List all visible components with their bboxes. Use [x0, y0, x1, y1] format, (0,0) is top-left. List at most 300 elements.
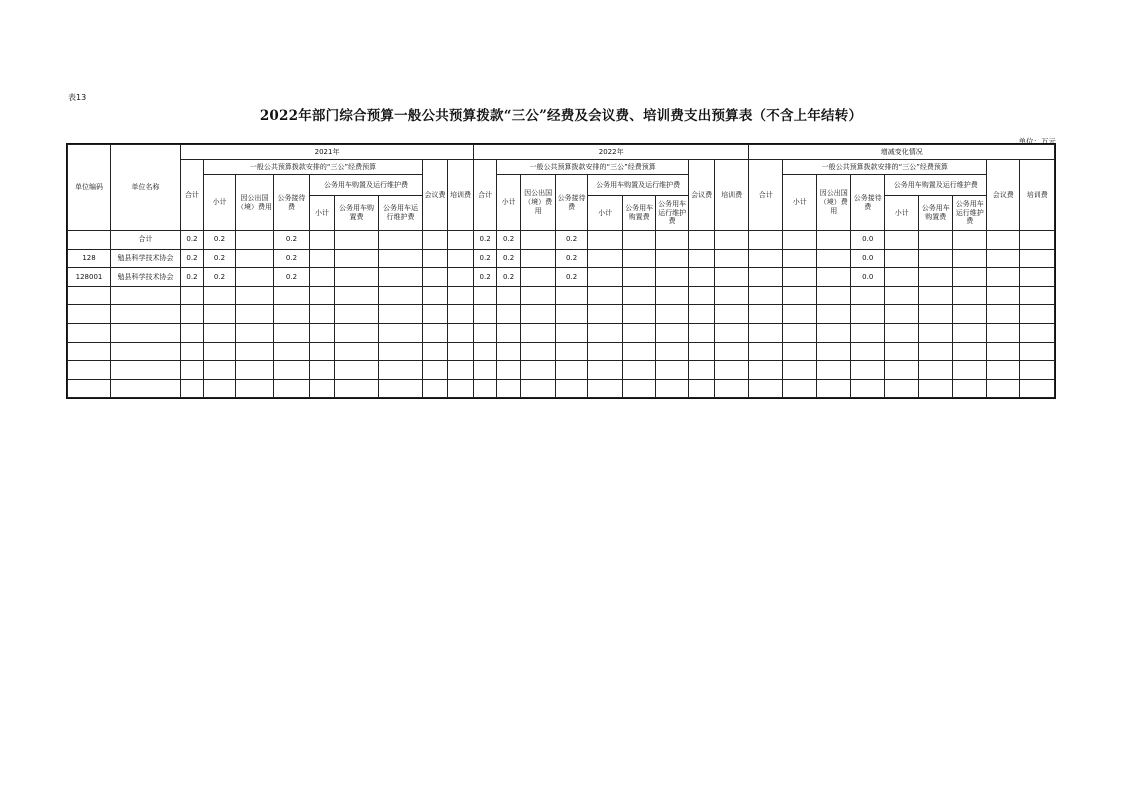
- cell-2021-vehicle-sub: [310, 231, 335, 250]
- header-vehicle-change: 公务用车购置及运行维护费: [885, 175, 987, 196]
- empty-cell: [236, 379, 274, 398]
- header-vehicle-2022: 公务用车购置及运行维护费: [588, 175, 689, 196]
- empty-cell: [689, 361, 715, 380]
- cell-change-reception: 0.0: [851, 231, 885, 250]
- empty-cell: [474, 286, 497, 305]
- empty-cell: [379, 305, 423, 324]
- header-subtotal-change: 小计: [783, 175, 817, 231]
- empty-cell: [497, 286, 521, 305]
- empty-cell: [885, 286, 919, 305]
- empty-cell: [448, 342, 474, 361]
- empty-cell: [588, 379, 623, 398]
- empty-cell: [310, 379, 335, 398]
- empty-cell: [448, 361, 474, 380]
- empty-cell: [379, 361, 423, 380]
- empty-cell: [274, 286, 310, 305]
- cell-change-meeting: [987, 268, 1020, 287]
- cell-2022-subtotal: 0.2: [497, 231, 521, 250]
- cell-2022-meeting: [689, 249, 715, 268]
- empty-cell: [423, 379, 448, 398]
- empty-cell: [953, 379, 987, 398]
- cell-2021-reception: 0.2: [274, 268, 310, 287]
- empty-cell: [656, 379, 689, 398]
- empty-cell: [521, 305, 556, 324]
- cell-2021-vehicle-buy: [335, 249, 379, 268]
- empty-cell: [68, 379, 111, 398]
- empty-cell: [817, 379, 851, 398]
- empty-cell: [588, 342, 623, 361]
- header-abroad-2021: 因公出国（境）费用: [236, 175, 274, 231]
- document-title: 2022年部门综合预算一般公共预算拨款“三公”经费及会议费、培训费支出预算表（不含上年结转）: [259, 108, 863, 124]
- cell-2022-subtotal: 0.2: [497, 249, 521, 268]
- cell-2022-training: [715, 231, 749, 250]
- empty-cell: [689, 305, 715, 324]
- empty-cell: [335, 379, 379, 398]
- cell-2022-reception: 0.2: [556, 249, 588, 268]
- cell-2021-meeting: [423, 268, 448, 287]
- header-vehicle-run-2021: 公务用车运行维护费: [379, 196, 423, 231]
- cell-2021-subtotal: 0.2: [204, 249, 236, 268]
- cell-change-abroad: [817, 249, 851, 268]
- header-vehicle-2021: 公务用车购置及运行维护费: [310, 175, 423, 196]
- empty-cell: [623, 379, 656, 398]
- cell-2021-vehicle-run: [379, 249, 423, 268]
- empty-cell: [379, 323, 423, 342]
- empty-cell: [623, 361, 656, 380]
- empty-cell: [919, 342, 953, 361]
- cell-2022-subtotal: 0.2: [497, 268, 521, 287]
- table-row-empty: [68, 342, 1055, 361]
- cell-2021-training: [448, 268, 474, 287]
- cell-change-meeting: [987, 231, 1020, 250]
- empty-cell: [715, 323, 749, 342]
- cell-2022-training: [715, 249, 749, 268]
- cell-2022-vehicle-run: [656, 268, 689, 287]
- cell-2022-vehicle-buy: [623, 231, 656, 250]
- header-2022: 2022年: [474, 145, 749, 160]
- cell-2022-total: 0.2: [474, 249, 497, 268]
- cell-change-total: [749, 249, 783, 268]
- empty-cell: [181, 305, 204, 324]
- empty-cell: [749, 342, 783, 361]
- cell-change-vehicle-buy: [919, 249, 953, 268]
- header-vehicle-sub-2022: 小计: [588, 196, 623, 231]
- cell-change-vehicle-sub: [885, 231, 919, 250]
- cell-unit-name: 勉县科学技术协会: [111, 268, 181, 287]
- empty-cell: [111, 361, 181, 380]
- empty-cell: [236, 361, 274, 380]
- empty-cell: [448, 323, 474, 342]
- empty-cell: [556, 361, 588, 380]
- empty-cell: [310, 361, 335, 380]
- cell-2022-vehicle-buy: [623, 268, 656, 287]
- empty-cell: [497, 305, 521, 324]
- table-row-empty: [68, 323, 1055, 342]
- cell-change-reception: 0.0: [851, 268, 885, 287]
- empty-cell: [817, 342, 851, 361]
- empty-cell: [379, 342, 423, 361]
- empty-cell: [715, 305, 749, 324]
- header-training-2021: 培训费: [448, 160, 474, 231]
- empty-cell: [1020, 305, 1055, 324]
- cell-2021-training: [448, 249, 474, 268]
- cell-change-vehicle-run: [953, 231, 987, 250]
- empty-cell: [310, 342, 335, 361]
- empty-cell: [448, 379, 474, 398]
- header-three-public-2022: 一般公共预算拨款安排的“三公”经费预算: [497, 160, 689, 175]
- empty-cell: [689, 286, 715, 305]
- empty-cell: [987, 342, 1020, 361]
- empty-cell: [689, 379, 715, 398]
- header-total-2021: 合计: [181, 160, 204, 231]
- cell-2021-abroad: [236, 249, 274, 268]
- empty-cell: [274, 342, 310, 361]
- cell-2021-reception: 0.2: [274, 231, 310, 250]
- empty-cell: [448, 286, 474, 305]
- empty-cell: [423, 286, 448, 305]
- empty-cell: [715, 286, 749, 305]
- empty-cell: [68, 286, 111, 305]
- cell-unit-name: 合计: [111, 231, 181, 250]
- cell-2021-vehicle-sub: [310, 268, 335, 287]
- cell-2022-abroad: [521, 268, 556, 287]
- empty-cell: [919, 323, 953, 342]
- header-vehicle-buy-change: 公务用车购置费: [919, 196, 953, 231]
- empty-cell: [783, 361, 817, 380]
- empty-cell: [423, 323, 448, 342]
- empty-cell: [335, 305, 379, 324]
- header-training-2022: 培训费: [715, 160, 749, 231]
- empty-cell: [953, 323, 987, 342]
- cell-change-subtotal: [783, 249, 817, 268]
- cell-change-subtotal: [783, 268, 817, 287]
- cell-2022-meeting: [689, 231, 715, 250]
- empty-cell: [423, 342, 448, 361]
- cell-change-meeting: [987, 249, 1020, 268]
- table-row: [68, 249, 1055, 268]
- empty-cell: [556, 305, 588, 324]
- empty-cell: [953, 342, 987, 361]
- empty-cell: [310, 323, 335, 342]
- empty-cell: [521, 286, 556, 305]
- empty-cell: [521, 379, 556, 398]
- cell-2022-vehicle-sub: [588, 249, 623, 268]
- header-meeting-change: 会议费: [987, 160, 1020, 231]
- cell-change-subtotal: [783, 231, 817, 250]
- empty-cell: [335, 361, 379, 380]
- empty-cell: [474, 305, 497, 324]
- empty-cell: [783, 286, 817, 305]
- cell-2022-vehicle-sub: [588, 268, 623, 287]
- cell-2021-meeting: [423, 249, 448, 268]
- empty-cell: [919, 379, 953, 398]
- header-row-years: [68, 145, 1055, 160]
- cell-2022-total: 0.2: [474, 231, 497, 250]
- empty-cell: [885, 379, 919, 398]
- empty-cell: [987, 305, 1020, 324]
- empty-cell: [783, 342, 817, 361]
- empty-cell: [851, 323, 885, 342]
- empty-cell: [335, 342, 379, 361]
- cell-2022-vehicle-sub: [588, 231, 623, 250]
- empty-cell: [474, 323, 497, 342]
- empty-cell: [588, 323, 623, 342]
- header-unit-name: 单位名称: [111, 145, 181, 231]
- cell-2022-reception: 0.2: [556, 268, 588, 287]
- empty-cell: [68, 361, 111, 380]
- cell-change-vehicle-run: [953, 249, 987, 268]
- header-reception-change: 公务接待费: [851, 175, 885, 231]
- cell-unit-code: 128001: [68, 268, 111, 287]
- header-vehicle-buy-2022: 公务用车购置费: [623, 196, 656, 231]
- unit-label: 单位：万元: [1018, 137, 1056, 146]
- empty-cell: [817, 361, 851, 380]
- cell-change-abroad: [817, 268, 851, 287]
- empty-cell: [953, 286, 987, 305]
- cell-2022-total: 0.2: [474, 268, 497, 287]
- empty-cell: [623, 323, 656, 342]
- empty-cell: [111, 379, 181, 398]
- empty-cell: [423, 361, 448, 380]
- empty-cell: [885, 323, 919, 342]
- empty-cell: [987, 323, 1020, 342]
- empty-cell: [236, 286, 274, 305]
- empty-cell: [204, 305, 236, 324]
- header-vehicle-buy-2021: 公务用车购置费: [335, 196, 379, 231]
- empty-cell: [274, 323, 310, 342]
- cell-2022-reception: 0.2: [556, 231, 588, 250]
- header-reception-2022: 公务接待费: [556, 175, 588, 231]
- empty-cell: [556, 379, 588, 398]
- table-row: [68, 268, 1055, 287]
- header-row-categories: [68, 175, 1055, 196]
- empty-cell: [783, 323, 817, 342]
- empty-cell: [588, 305, 623, 324]
- empty-cell: [919, 305, 953, 324]
- table-row-empty: [68, 286, 1055, 305]
- empty-cell: [1020, 323, 1055, 342]
- cell-change-vehicle-sub: [885, 268, 919, 287]
- empty-cell: [656, 342, 689, 361]
- header-vehicle-run-change: 公务用车运行维护费: [953, 196, 987, 231]
- empty-cell: [335, 323, 379, 342]
- empty-cell: [474, 379, 497, 398]
- cell-change-training: [1020, 268, 1055, 287]
- cell-unit-name: 勉县科学技术协会: [111, 249, 181, 268]
- empty-cell: [310, 305, 335, 324]
- header-vehicle-run-2022: 公务用车运行维护费: [656, 196, 689, 231]
- empty-cell: [181, 286, 204, 305]
- empty-cell: [111, 323, 181, 342]
- cell-2022-training: [715, 268, 749, 287]
- empty-cell: [497, 323, 521, 342]
- empty-cell: [497, 361, 521, 380]
- empty-cell: [423, 305, 448, 324]
- empty-cell: [885, 361, 919, 380]
- cell-2021-subtotal: 0.2: [204, 231, 236, 250]
- empty-cell: [885, 342, 919, 361]
- empty-cell: [521, 342, 556, 361]
- empty-cell: [68, 323, 111, 342]
- header-abroad-change: 因公出国（境）费用: [817, 175, 851, 231]
- cell-2021-abroad: [236, 268, 274, 287]
- empty-cell: [783, 305, 817, 324]
- empty-cell: [497, 379, 521, 398]
- empty-cell: [885, 305, 919, 324]
- empty-cell: [556, 286, 588, 305]
- header-vehicle-sub-change: 小计: [885, 196, 919, 231]
- empty-cell: [181, 342, 204, 361]
- empty-cell: [204, 379, 236, 398]
- cell-change-abroad: [817, 231, 851, 250]
- cell-2021-vehicle-run: [379, 268, 423, 287]
- empty-cell: [556, 342, 588, 361]
- cell-2022-abroad: [521, 249, 556, 268]
- empty-cell: [474, 361, 497, 380]
- empty-cell: [204, 361, 236, 380]
- cell-2022-meeting: [689, 268, 715, 287]
- empty-cell: [851, 286, 885, 305]
- header-three-public-change: 一般公共预算拨款安排的“三公”经费预算: [783, 160, 987, 175]
- header-vehicle-sub-2021: 小计: [310, 196, 335, 231]
- cell-change-training: [1020, 231, 1055, 250]
- cell-change-vehicle-buy: [919, 268, 953, 287]
- cell-change-total: [749, 268, 783, 287]
- header-three-public-2021: 一般公共预算拨款安排的“三公”经费预算: [204, 160, 423, 175]
- table-row: [68, 231, 1055, 250]
- empty-cell: [274, 361, 310, 380]
- empty-cell: [987, 379, 1020, 398]
- header-total-change: 合计: [749, 160, 783, 231]
- cell-2021-training: [448, 231, 474, 250]
- cell-change-training: [1020, 249, 1055, 268]
- empty-cell: [783, 379, 817, 398]
- cell-change-reception: 0.0: [851, 249, 885, 268]
- empty-cell: [497, 342, 521, 361]
- cell-2022-abroad: [521, 231, 556, 250]
- empty-cell: [204, 286, 236, 305]
- cell-2021-vehicle-run: [379, 231, 423, 250]
- empty-cell: [236, 323, 274, 342]
- empty-cell: [111, 286, 181, 305]
- cell-2021-vehicle-buy: [335, 231, 379, 250]
- header-row-three-public: [68, 160, 1055, 175]
- header-subtotal-2021: 小计: [204, 175, 236, 231]
- cell-unit-code: 128: [68, 249, 111, 268]
- empty-cell: [817, 286, 851, 305]
- table-row-empty: [68, 379, 1055, 398]
- cell-2021-abroad: [236, 231, 274, 250]
- empty-cell: [749, 305, 783, 324]
- header-change: 增减变化情况: [749, 145, 1055, 160]
- empty-cell: [521, 361, 556, 380]
- empty-cell: [749, 323, 783, 342]
- empty-cell: [817, 323, 851, 342]
- empty-cell: [749, 361, 783, 380]
- header-abroad-2022: 因公出国（境）费用: [521, 175, 556, 231]
- empty-cell: [310, 286, 335, 305]
- empty-cell: [588, 361, 623, 380]
- empty-cell: [953, 305, 987, 324]
- empty-cell: [335, 286, 379, 305]
- header-reception-2021: 公务接待费: [274, 175, 310, 231]
- header-training-change: 培训费: [1020, 160, 1055, 231]
- empty-cell: [715, 342, 749, 361]
- empty-cell: [919, 286, 953, 305]
- empty-cell: [987, 361, 1020, 380]
- cell-2022-vehicle-run: [656, 231, 689, 250]
- empty-cell: [588, 286, 623, 305]
- header-meeting-2022: 会议费: [689, 160, 715, 231]
- empty-cell: [623, 342, 656, 361]
- empty-cell: [817, 305, 851, 324]
- cell-change-vehicle-run: [953, 268, 987, 287]
- empty-cell: [274, 305, 310, 324]
- table-row-empty: [68, 361, 1055, 380]
- table-row-empty: [68, 305, 1055, 324]
- table-body: [68, 231, 1055, 398]
- empty-cell: [656, 323, 689, 342]
- empty-cell: [111, 305, 181, 324]
- header-2021: 2021年: [181, 145, 474, 160]
- empty-cell: [623, 305, 656, 324]
- empty-cell: [111, 342, 181, 361]
- empty-cell: [1020, 342, 1055, 361]
- header-total-2022: 合计: [474, 160, 497, 231]
- empty-cell: [236, 342, 274, 361]
- empty-cell: [474, 342, 497, 361]
- empty-cell: [1020, 286, 1055, 305]
- empty-cell: [448, 305, 474, 324]
- cell-2021-total: 0.2: [181, 268, 204, 287]
- empty-cell: [851, 305, 885, 324]
- empty-cell: [379, 286, 423, 305]
- empty-cell: [749, 379, 783, 398]
- empty-cell: [656, 286, 689, 305]
- empty-cell: [689, 323, 715, 342]
- empty-cell: [851, 379, 885, 398]
- empty-cell: [68, 305, 111, 324]
- empty-cell: [274, 379, 310, 398]
- empty-cell: [181, 323, 204, 342]
- cell-2021-vehicle-buy: [335, 268, 379, 287]
- empty-cell: [851, 361, 885, 380]
- cell-2021-vehicle-sub: [310, 249, 335, 268]
- header-meeting-2021: 会议费: [423, 160, 448, 231]
- header-subtotal-2022: 小计: [497, 175, 521, 231]
- empty-cell: [379, 379, 423, 398]
- empty-cell: [181, 379, 204, 398]
- cell-2021-reception: 0.2: [274, 249, 310, 268]
- empty-cell: [204, 342, 236, 361]
- budget-table: [67, 144, 1055, 398]
- cell-change-total: [749, 231, 783, 250]
- cell-2021-total: 0.2: [181, 249, 204, 268]
- cell-unit-code: [68, 231, 111, 250]
- empty-cell: [953, 361, 987, 380]
- cell-change-vehicle-buy: [919, 231, 953, 250]
- empty-cell: [623, 286, 656, 305]
- cell-2021-meeting: [423, 231, 448, 250]
- empty-cell: [851, 342, 885, 361]
- cell-2021-total: 0.2: [181, 231, 204, 250]
- table-number: 表13: [68, 93, 87, 102]
- empty-cell: [68, 342, 111, 361]
- empty-cell: [1020, 361, 1055, 380]
- empty-cell: [919, 361, 953, 380]
- header-unit-code: 单位编码: [68, 145, 111, 231]
- empty-cell: [656, 305, 689, 324]
